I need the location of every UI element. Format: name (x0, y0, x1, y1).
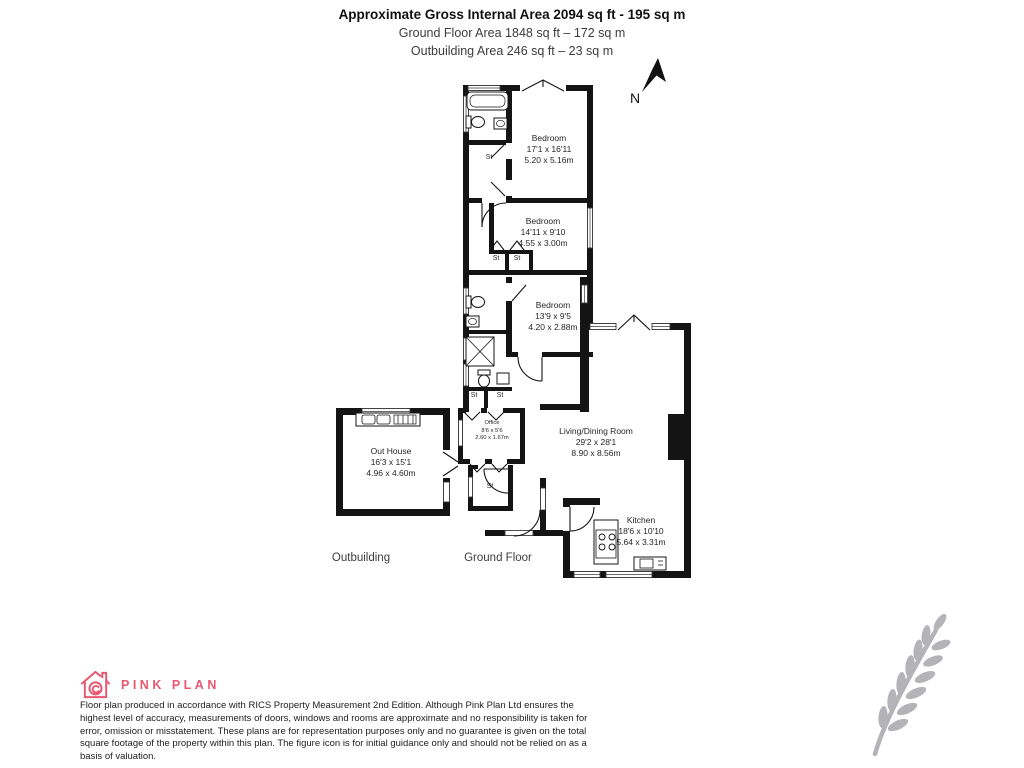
room-label-bedroom-2 (518, 216, 567, 249)
gross-area-title: Approximate Gross Internal Area 2094 sq ft - 195 sq m (338, 7, 686, 22)
disclaimer-text: Floor plan produced in accordance with RICS Property Measurement 2nd Edition. Although Pink Plan Ltd ensures the highest level of accuracy, measurements of doors, windows and rooms are approximate and no responsibility is taken for error, omission or misstatement. These plans are for representation purposes only and no guarantee is given on the total square footage of the property within this plan. The figure icon is for initial guidance only and should not be relied on as a basis of valuation. (80, 700, 588, 763)
room-label-out-house (366, 446, 415, 479)
windows (362, 86, 670, 578)
area-summary (0, 6, 1024, 60)
room-dims-m: 2.60 x 1.67m (475, 435, 509, 441)
room-label-bedroom-3 (528, 300, 577, 333)
storage-label-2: St (492, 255, 500, 262)
north-label: N (630, 90, 641, 106)
room-dims-m: 5.20 x 5.16m (524, 155, 574, 165)
storage-label-6: St (486, 483, 494, 490)
room-dims-m: 4.20 x 2.88m (528, 322, 578, 332)
pink-plan-house-icon (79, 668, 112, 701)
room-dims-m: 5.64 x 3.31m (616, 537, 666, 547)
storage-label-4: St (470, 392, 478, 399)
room-name: Living/Dining Room (559, 426, 633, 436)
outbuilding-area: Outbuilding Area 246 sq ft – 23 sq m (410, 44, 614, 58)
room-dims-ft: 18'6 x 10'10 (618, 526, 664, 536)
ground-floor-label: Ground Floor (464, 552, 532, 564)
storage-label-3: St (513, 255, 521, 262)
room-name: Bedroom (531, 133, 567, 143)
leaf-branch-decoration (856, 612, 976, 757)
room-label-bedroom-1 (524, 133, 573, 166)
room-name: Kitchen (626, 515, 656, 525)
room-name: Out House (370, 446, 412, 456)
room-label-living-dining (559, 426, 633, 459)
outbuilding-label: Outbuilding (331, 552, 391, 564)
room-dims-m: 4.96 x 4.60m (366, 468, 416, 478)
room-dims-ft: 8'6 x 5'6 (481, 427, 503, 434)
room-dims-ft: 17'1 x 16'11 (526, 144, 572, 154)
room-dims-ft: 16'3 x 15'1 (370, 457, 412, 467)
room-name: Bedroom (535, 300, 571, 310)
room-label-kitchen (616, 515, 665, 548)
room-name: Office (484, 420, 500, 426)
window-midlines (362, 88, 670, 575)
storage-label-1: St (485, 154, 493, 161)
ground-floor-area: Ground Floor Area 1848 sq ft – 172 sq m (398, 26, 626, 40)
room-label-office (475, 420, 509, 443)
storage-label-5: St (496, 392, 504, 399)
brand-name: PINK PLAN (121, 678, 220, 692)
room-dims-m: 8.90 x 8.56m (571, 448, 621, 458)
room-dims-ft: 13'9 x 9'5 (535, 311, 571, 321)
room-name: Bedroom (525, 216, 561, 226)
room-dims-ft: 14'11 x 9'10 (520, 227, 566, 237)
floor-plan-drawing (330, 55, 710, 590)
room-dims-ft: 29'2 x 28'1 (575, 437, 617, 447)
walls (336, 85, 691, 578)
room-dims-m: 4.55 x 3.00m (518, 238, 568, 248)
